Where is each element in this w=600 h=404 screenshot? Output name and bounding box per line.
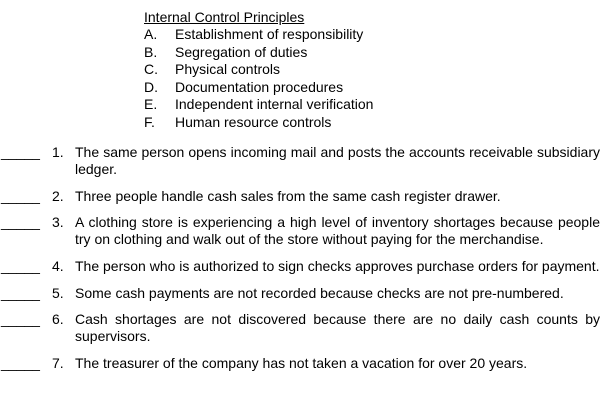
answer-blank[interactable]: _____ — [1, 311, 40, 327]
principles-title: Internal Control Principles — [144, 9, 305, 25]
principle-text: Physical controls — [175, 61, 281, 78]
question-text: Three people handle cash sales from the same cash register drawer. — [75, 188, 501, 204]
principle-a — [144, 26, 444, 44]
principle-letter: B. — [144, 43, 158, 60]
principle-text: Independent internal verification — [175, 96, 374, 113]
answer-blank[interactable]: _____ — [1, 285, 40, 301]
principle-e — [144, 96, 444, 114]
principle-text: Establishment of responsibility — [175, 26, 364, 42]
principle-c — [144, 61, 444, 79]
question-text: The treasurer of the company has not taken a vacation for over 20 years. — [75, 355, 528, 371]
principle-letter: F. — [144, 113, 155, 130]
answer-blank[interactable]: _____ — [1, 355, 40, 371]
principle-letter: A. — [144, 26, 158, 42]
question-text: The person who is authorized to sign checks approves purchase orders for payment. — [75, 258, 600, 274]
question-item-7 — [0, 355, 600, 372]
question-number: 2. — [52, 188, 64, 204]
principle-letter: E. — [144, 96, 158, 113]
question-list — [0, 144, 600, 372]
principle-text: Documentation procedures — [175, 78, 344, 95]
principle-text: Segregation of duties — [175, 43, 308, 60]
principle-letter: D. — [144, 78, 158, 95]
question-text: Some cash payments are not recorded because checks are not pre-numbered. — [75, 285, 564, 301]
principle-text: Human resource controls — [175, 113, 332, 130]
question-text: Cash shortages are not discovered because there are no daily cash counts by supervisors. — [75, 311, 600, 344]
principle-b — [144, 44, 444, 62]
question-number: 6. — [52, 311, 64, 327]
answer-blank[interactable]: _____ — [1, 258, 40, 274]
principle-f — [144, 114, 444, 132]
question-text: The same person opens incoming mail and posts the accounts receivable subsidiary ledger. — [75, 144, 600, 177]
principles-list — [144, 8, 444, 132]
question-number: 7. — [52, 355, 64, 371]
answer-blank[interactable]: _____ — [1, 144, 40, 160]
question-number: 1. — [52, 144, 64, 160]
question-number: 4. — [52, 258, 64, 274]
answer-blank[interactable]: _____ — [1, 214, 40, 230]
answer-blank[interactable]: _____ — [1, 188, 40, 204]
question-item-6 — [0, 311, 600, 345]
question-item-1 — [0, 144, 600, 178]
principle-letter: C. — [144, 61, 158, 78]
question-number: 5. — [52, 285, 64, 301]
question-number: 3. — [52, 214, 64, 230]
principle-d — [144, 79, 444, 97]
question-item-5 — [0, 285, 600, 302]
question-item-2 — [0, 188, 600, 205]
question-item-4 — [0, 258, 600, 275]
question-item-3 — [0, 214, 600, 248]
question-text: A clothing store is experiencing a high level of inventory shortages because people try on clothing and walk out of the store without paying for the merchandise. — [75, 214, 600, 247]
